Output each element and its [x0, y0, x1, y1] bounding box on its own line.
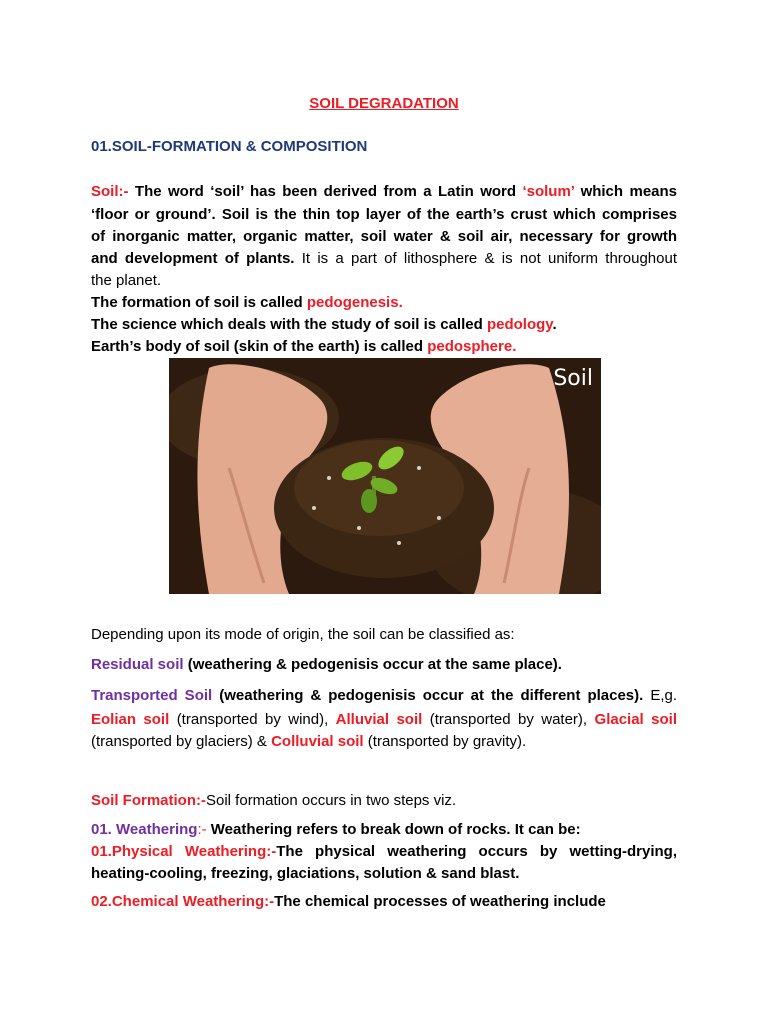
- pedology-line: [91, 314, 677, 336]
- pedogenesis-term: pedogenesis.: [306, 294, 403, 311]
- solum-term: ‘solum’: [522, 183, 575, 200]
- soil-def-line-1: [91, 181, 677, 203]
- alluvial-soil-term: Alluvial soil: [335, 711, 423, 728]
- weathering-separator: :-: [197, 821, 207, 838]
- colluvial-soil-term: Colluvial soil: [271, 733, 364, 750]
- pedosphere-line: [91, 336, 677, 358]
- soil-formation-line: [91, 790, 677, 812]
- soil-def-line-2: ‘floor or ground’. Soil is the thin top layer of the earth’s crust which comprises: [91, 206, 677, 223]
- pedology-text: The science which deals with the study of soil is called: [91, 316, 483, 333]
- soil-def-line-3: of inorganic matter, organic matter, soil water & soil air, necessary for growth: [91, 228, 677, 245]
- residual-soil-term: Residual soil: [91, 656, 184, 673]
- physical-weathering-label: 01.Physical Weathering:-: [91, 843, 277, 860]
- pedogenesis-text: The formation of soil is called: [91, 294, 303, 311]
- eolian-soil-term: Eolian soil: [91, 711, 170, 728]
- residual-soil-desc: (weathering & pedogenisis occur at the same place).: [187, 656, 562, 673]
- soil-types-line-2: [91, 731, 677, 753]
- glacial-soil-term: Glacial soil: [594, 711, 677, 728]
- soil-types-line: [91, 709, 677, 731]
- hands-soil-illustration: [169, 358, 601, 594]
- pedosphere-term: pedosphere.: [427, 338, 517, 355]
- physical-weathering-line-2: heating-cooling, freezing, glaciations, solution & sand blast.: [91, 865, 520, 882]
- classification-intro: Depending upon its mode of origin, the soil can be classified as:: [91, 626, 515, 643]
- example-label: E,g.: [650, 687, 678, 704]
- chemical-weathering-line: [91, 891, 677, 913]
- pedogenesis-line: [91, 292, 677, 314]
- soil-label: Soil:-: [91, 183, 129, 200]
- chemical-weathering-label: 02.Chemical Weathering:-: [91, 893, 275, 910]
- photo-label: Soil: [553, 366, 593, 391]
- glacial-soil-desc: (transported by glaciers) &: [91, 733, 267, 750]
- soil-formation-label: Soil Formation:-: [91, 792, 206, 809]
- colluvial-soil-desc: (transported by gravity).: [367, 733, 527, 750]
- soil-def-line-5: the planet.: [91, 272, 162, 289]
- soil-def-text: It is a part of lithosphere & is not uniform throughout: [301, 250, 678, 267]
- weathering-text: Weathering refers to break down of rocks. It can be:: [210, 821, 581, 838]
- soil-formation-text: Soil formation occurs in two steps viz.: [206, 792, 457, 809]
- document-title: SOIL DEGRADATION: [309, 95, 459, 112]
- eolian-soil-desc: (transported by wind),: [176, 711, 329, 728]
- soil-photo: [169, 358, 601, 594]
- weathering-label: Weathering: [116, 821, 198, 838]
- alluvial-soil-desc: (transported by water),: [429, 711, 588, 728]
- pedology-suffix: .: [552, 316, 557, 333]
- soil-def-text: which means: [580, 183, 678, 200]
- pedology-term: pedology: [486, 316, 553, 333]
- weathering-number: 01.: [91, 821, 112, 838]
- soil-def-text: The word ‘soil’ has been derived from a Latin word: [134, 183, 517, 200]
- physical-weathering-text: The physical weathering occurs by wetting-drying,: [276, 843, 677, 860]
- transported-soil-line: [91, 685, 677, 707]
- pedosphere-text: Earth’s body of soil (skin of the earth) is called: [91, 338, 424, 355]
- chemical-weathering-text: The chemical processes of weathering include: [274, 893, 606, 910]
- soil-def-text: and development of plants.: [91, 250, 295, 267]
- transported-soil-term: Transported Soil: [91, 687, 213, 704]
- physical-weathering-line-1: [91, 841, 677, 863]
- soil-def-line-4: [91, 248, 677, 270]
- transported-soil-desc: (weathering & pedogenisis occur at the different places).: [219, 687, 644, 704]
- weathering-line: [91, 819, 677, 841]
- residual-soil-line: [91, 654, 677, 676]
- section-heading: 01.SOIL-FORMATION & COMPOSITION: [91, 138, 368, 155]
